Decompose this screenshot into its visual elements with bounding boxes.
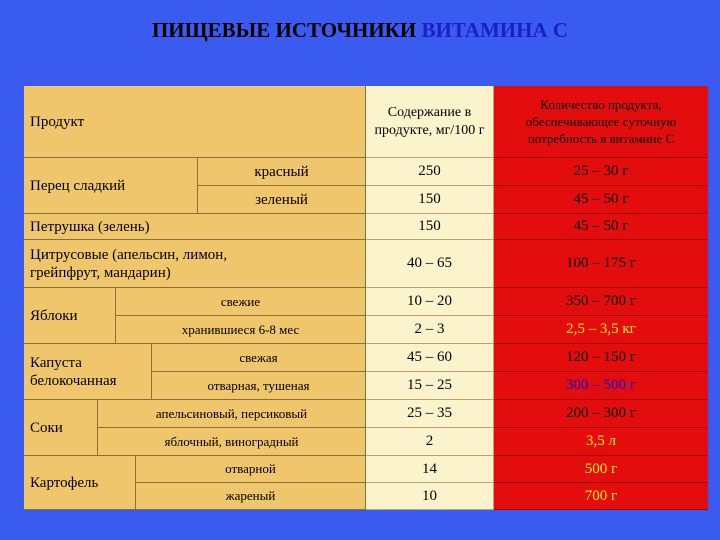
- apples-amount-fresh: 350 – 700 г: [494, 288, 708, 316]
- apples-content-fresh: 10 – 20: [366, 288, 494, 316]
- juices-amount-orange: 200 – 300 г: [494, 400, 708, 428]
- potato-variant-fried: жареный: [136, 483, 366, 510]
- header-content: Содержание в продукте, мг/100 г: [366, 86, 494, 158]
- citrus-content: 40 – 65: [366, 240, 494, 288]
- header-amount: Количество продукта, обеспечивающее суточную потребность в витамине С: [494, 86, 708, 158]
- vitamin-c-table: [24, 86, 708, 510]
- title-accent: ВИТАМИНА С: [421, 18, 569, 42]
- pepper-amount-red: 25 – 30 г: [494, 158, 708, 186]
- potato-content-boiled: 14: [366, 456, 494, 483]
- citrus-amount: 100 – 175 г: [494, 240, 708, 288]
- cabbage-amount-cooked: 300 – 500 г: [494, 372, 708, 400]
- potato-amount-fried: 700 г: [494, 483, 708, 510]
- cabbage-content-fresh: 45 – 60: [366, 344, 494, 372]
- cabbage-variant-cooked: отварная, тушеная: [152, 372, 366, 400]
- potato-amount-boiled: 500 г: [494, 456, 708, 483]
- potato-name: Картофель: [24, 456, 136, 510]
- pepper-variant-red: красный: [198, 158, 366, 186]
- juices-variant-orange: апельсиновый, персиковый: [98, 400, 366, 428]
- parsley-amount: 45 – 50 г: [494, 214, 708, 240]
- apples-content-stored: 2 – 3: [366, 316, 494, 344]
- juices-name: Соки: [24, 400, 98, 456]
- parsley-content: 150: [366, 214, 494, 240]
- pepper-name: Перец сладкий: [24, 158, 198, 214]
- juices-variant-apple: яблочный, виноградный: [98, 428, 366, 456]
- apples-variant-stored: хранившиеся 6-8 мес: [116, 316, 366, 344]
- pepper-variant-green: зеленый: [198, 186, 366, 214]
- pepper-amount-green: 45 – 50 г: [494, 186, 708, 214]
- cabbage-amount-fresh: 120 – 150 г: [494, 344, 708, 372]
- parsley-name: Петрушка (зелень): [24, 214, 366, 240]
- header-product: Продукт: [24, 86, 366, 158]
- potato-content-fried: 10: [366, 483, 494, 510]
- juices-content-orange: 25 – 35: [366, 400, 494, 428]
- juices-amount-apple: 3,5 л: [494, 428, 708, 456]
- cabbage-variant-fresh: свежая: [152, 344, 366, 372]
- pepper-content-green: 150: [366, 186, 494, 214]
- apples-name: Яблоки: [24, 288, 116, 344]
- apples-amount-stored: 2,5 – 3,5 кг: [494, 316, 708, 344]
- juices-content-apple: 2: [366, 428, 494, 456]
- apples-variant-fresh: свежие: [116, 288, 366, 316]
- pepper-content-red: 250: [366, 158, 494, 186]
- cabbage-name: Капуста белокочанная: [24, 344, 152, 400]
- potato-variant-boiled: отварной: [136, 456, 366, 483]
- title-main: ПИЩЕВЫЕ ИСТОЧНИКИ: [151, 18, 422, 42]
- page-title: [0, 18, 720, 43]
- citrus-name: Цитрусовые (апельсин, лимон, грейпфрут, мандарин): [24, 240, 366, 288]
- cabbage-content-cooked: 15 – 25: [366, 372, 494, 400]
